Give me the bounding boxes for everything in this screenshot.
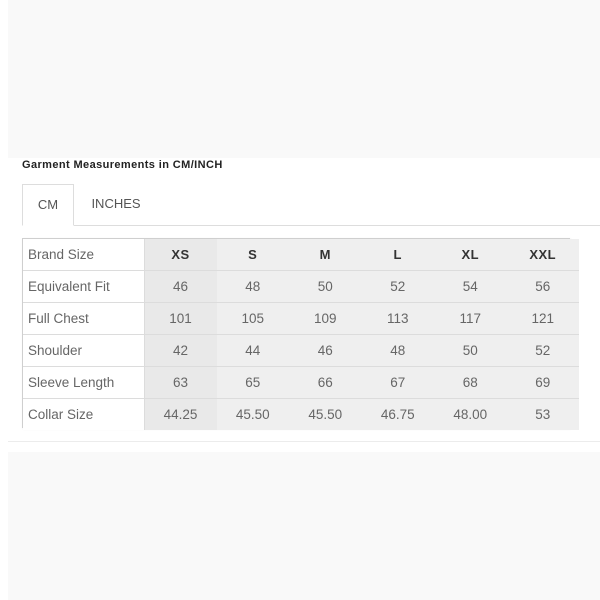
table-cell: 44 (217, 335, 290, 367)
tab-inches[interactable]: INCHES (91, 196, 141, 211)
table-cell: 42 (144, 335, 217, 367)
table-cell: 46.75 (362, 399, 435, 431)
row-label: Equivalent Fit (23, 271, 144, 303)
table-cell: 65 (217, 367, 290, 399)
table-header-row (23, 239, 579, 271)
table-cell: 105 (217, 303, 290, 335)
top-background (8, 0, 600, 158)
row-label: Full Chest (23, 303, 144, 335)
table-row (23, 271, 579, 303)
row-label: Collar Size (23, 399, 144, 431)
table-cell: 56 (507, 271, 580, 303)
header-label: Brand Size (23, 239, 144, 271)
size-table (22, 238, 570, 428)
row-label: Shoulder (23, 335, 144, 367)
table-cell: 66 (289, 367, 362, 399)
size-header: L (362, 239, 435, 271)
table-cell: 52 (507, 335, 580, 367)
table-cell: 46 (289, 335, 362, 367)
tab-cm[interactable]: CM (22, 184, 74, 226)
row-label: Sleeve Length (23, 367, 144, 399)
table-row (23, 367, 579, 399)
table-cell: 44.25 (144, 399, 217, 431)
table-cell: 67 (362, 367, 435, 399)
bottom-background (8, 452, 600, 600)
size-header: XXL (507, 239, 580, 271)
table-cell: 48.00 (434, 399, 507, 431)
table-cell: 48 (362, 335, 435, 367)
size-header: XL (434, 239, 507, 271)
table-cell: 121 (507, 303, 580, 335)
table-cell: 109 (289, 303, 362, 335)
table-cell: 50 (289, 271, 362, 303)
table-cell: 52 (362, 271, 435, 303)
table-cell: 45.50 (217, 399, 290, 431)
table-cell: 54 (434, 271, 507, 303)
size-header: M (289, 239, 362, 271)
table-row (23, 335, 579, 367)
table-cell: 68 (434, 367, 507, 399)
table-cell: 101 (144, 303, 217, 335)
table-row (23, 399, 579, 431)
table-cell: 113 (362, 303, 435, 335)
table-cell: 45.50 (289, 399, 362, 431)
table-cell: 50 (434, 335, 507, 367)
size-header: XS (144, 239, 217, 271)
table-cell: 53 (507, 399, 580, 431)
table-cell: 48 (217, 271, 290, 303)
table-cell: 63 (144, 367, 217, 399)
table-cell: 46 (144, 271, 217, 303)
table-cell: 69 (507, 367, 580, 399)
size-chart-heading: Garment Measurements in CM/INCH (22, 159, 223, 171)
size-header: S (217, 239, 290, 271)
table-row (23, 303, 579, 335)
unit-tabs (22, 184, 600, 226)
table-cell: 117 (434, 303, 507, 335)
panel-divider (8, 441, 600, 442)
